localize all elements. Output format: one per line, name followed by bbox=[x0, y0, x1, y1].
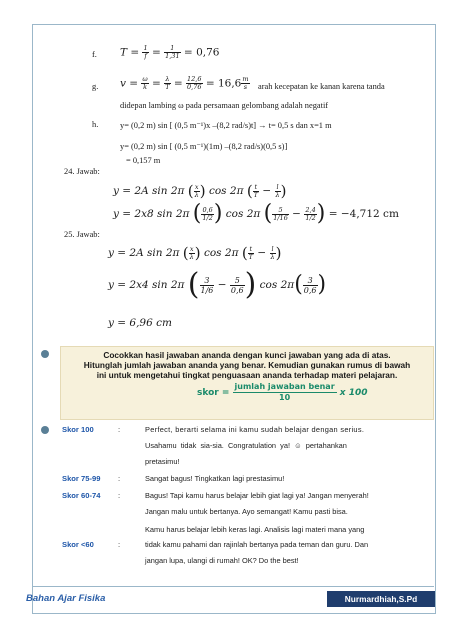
fraction: $\frac{1}{1,31}$ bbox=[165, 44, 180, 60]
score-60-line1: Kamu harus belajar lebih keras lagi. Analisis lagi materi mana yang bbox=[145, 525, 365, 534]
eq-part: = bbox=[148, 77, 165, 90]
colon: : bbox=[118, 425, 121, 434]
box-line-1: Cocokkan hasil jawaban ananda dengan kunci jawaban yang ada di atas. bbox=[103, 350, 391, 360]
q24-line2: y = 2x8 sin 2π ( $\frac{0,6}{1/2}$ ) cos 2π ( $\frac{5}{1/16}$ − $\frac{2,4}{1/2}$ ) = −4,712 cm bbox=[113, 201, 399, 226]
item-g-equation bbox=[120, 76, 250, 91]
q25-line1: y = 2A sin 2π ( $\frac{x}{\lambda}$ ) cos 2π ( $\frac{t}{T}$ − $\frac{l}{\lambda}$ ) bbox=[108, 244, 282, 262]
box-line-3: ini untuk mengetahui tingkat penguasaan ananda terhadap materi pelajaran. bbox=[96, 370, 398, 380]
score-60-line3: jangan lupa, ulangi di rumah! OK? Do the best! bbox=[145, 556, 299, 565]
item-g-note: arah kecepatan ke kanan karena tanda bbox=[258, 82, 385, 91]
item-f-label: f. bbox=[92, 50, 97, 59]
footer-divider bbox=[33, 586, 434, 587]
item-f-equation bbox=[120, 45, 219, 60]
score-75-99-line1: Sangat bagus! Tingkatkan lagi prestasimu! bbox=[145, 474, 285, 483]
fraction: $\frac{12,6}{0,76}$ bbox=[187, 75, 202, 91]
item-h-line3: = 0,157 m bbox=[126, 156, 161, 165]
q25-line2: y = 2x4 sin 2π ( $\frac{3}{1/6}$ − $\frac{5}{0,6}$ ) cos 2π( $\frac{3}{0,6}$ ) bbox=[108, 267, 327, 302]
eq-part: = bbox=[148, 46, 165, 59]
colon: : bbox=[118, 540, 121, 549]
score-100-label: Skor 100 bbox=[62, 425, 94, 434]
fraction: $\frac{1}{f}$ bbox=[143, 44, 148, 60]
eq-part: = bbox=[170, 77, 187, 90]
score-60-74-line2: Jangan malu untuk bertanya. Ayo semangat! Kamu pasti bisa. bbox=[145, 507, 348, 516]
eq-result: = 16,6 bbox=[202, 77, 242, 90]
score-formula: skor = $\frac{\text{jumlah jawaban benar}}{10}$ x 100 bbox=[197, 382, 368, 402]
eq-result: = 0,76 bbox=[180, 46, 220, 59]
score-100-line1: Perfect, berarti selama ini kamu sudah belajar dengan serius. bbox=[145, 425, 365, 434]
footer-title: Bahan Ajar Fisika bbox=[26, 593, 106, 604]
eq-part: v = bbox=[120, 77, 142, 90]
box-line-2: Hitunglah jumlah jawaban ananda yang benar. Kemudian gunakan rumus di bawah bbox=[83, 360, 411, 370]
unit-fraction: $\frac{m}{s}$ bbox=[242, 75, 249, 91]
q25-result: y = 6,96 cm bbox=[108, 317, 172, 329]
score-100-line3: pretasimu! bbox=[145, 457, 180, 466]
colon: : bbox=[118, 474, 121, 483]
colon: : bbox=[118, 491, 121, 500]
score-bullet bbox=[41, 426, 49, 434]
item-g-label: g. bbox=[92, 82, 99, 91]
q24-result: = −4,712 cm bbox=[325, 208, 399, 220]
footer-author: Nurmardhiah,S.Pd bbox=[327, 591, 435, 607]
item-h-label: h. bbox=[92, 120, 99, 129]
fraction: $\frac{\omega}{k}$ bbox=[142, 75, 148, 91]
score-60-line2: tidak kamu pahami dan rajinlah bertanya pada teman dan guru. Dan bbox=[145, 540, 369, 549]
instruction-box bbox=[60, 346, 434, 420]
item-g-note2: didepan lambing ω pada persamaan gelombang adalah negatif bbox=[120, 101, 329, 110]
eq-part: T = bbox=[120, 46, 143, 59]
q24-line1: y = 2A sin 2π ( $\frac{x}{\lambda}$ ) cos 2π ( $\frac{t}{T}$ − $\frac{l}{\lambda}$ ) bbox=[113, 182, 287, 200]
q24-label: 24. Jawab: bbox=[64, 167, 100, 176]
fraction: $\frac{\lambda}{T}$ bbox=[165, 75, 170, 91]
item-h-line1: y= (0,2 m) sin [ (0,5 m⁻¹)x –(8,2 rad/s)t] → t= 0,5 s dan x=1 m bbox=[120, 121, 332, 130]
score-75-99-label: Skor 75-99 bbox=[62, 474, 101, 483]
score-60-74-line1: Bagus! Tapi kamu harus belajar lebih giat lagi ya! Jangan menyerah! bbox=[145, 491, 369, 500]
q25-label: 25. Jawab: bbox=[64, 230, 100, 239]
score-100-line2: Usahamu tidak sia-sia. Congratulation ya! ☺ pertahankan bbox=[145, 441, 347, 450]
box-bullet bbox=[41, 350, 49, 358]
item-h-line2: y= (0,2 m) sin [ (0,5 m⁻¹)(1m) –(8,2 rad/s)(0,5 s)] bbox=[120, 142, 288, 151]
score-60-label: Skor <60 bbox=[62, 540, 94, 549]
item-f bbox=[92, 50, 97, 59]
score-60-74-label: Skor 60-74 bbox=[62, 491, 101, 500]
